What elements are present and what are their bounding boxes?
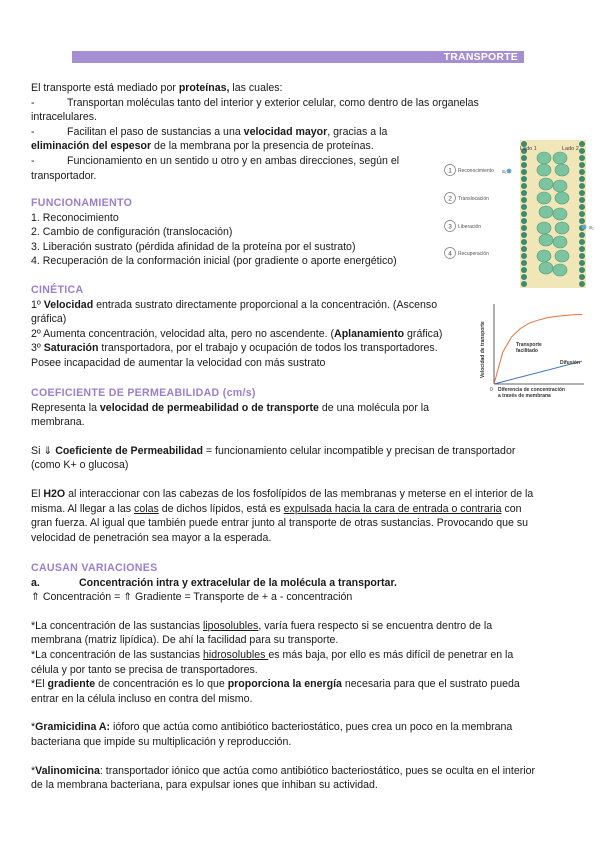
lipid-head xyxy=(521,225,527,231)
step-item: 4. Recuperación de la conformación inicial (por gradiente o aporte energético) xyxy=(31,255,397,268)
substrate-s2-label: S₂ xyxy=(589,225,594,230)
lipid-head xyxy=(579,204,585,210)
lipid-head xyxy=(521,169,527,175)
protein-subunit xyxy=(553,208,567,220)
lipid-head xyxy=(521,155,527,161)
lipid-head xyxy=(521,204,527,210)
lipid-head xyxy=(579,218,585,224)
lipid-head xyxy=(579,162,585,168)
protein-subunit xyxy=(537,152,551,164)
section-title: CINÉTICA xyxy=(31,284,84,296)
legend-difusion: Difusión xyxy=(560,360,580,366)
membrane-transport-figure xyxy=(440,140,600,290)
intro-item: - Transportan moléculas tanto del interior y exterior celular, como dentro de las organelas xyxy=(31,96,479,109)
step-marker xyxy=(445,193,490,204)
lipid-head xyxy=(521,183,527,189)
protein-subunit xyxy=(555,192,569,204)
lipid-head xyxy=(521,176,527,182)
lipid-head xyxy=(521,274,527,280)
formula-line: ⇑ Concentración = ⇑ Gradiente = Transporte de + a - concentración xyxy=(31,591,353,604)
kinetics-chart xyxy=(476,298,586,406)
paragraph-line: Si ⇓ Coeficiente de Permeabilidad = funcionamiento celular incompatible y precisan de transportador xyxy=(31,444,516,457)
substrate-s1-label: S₁ xyxy=(502,169,507,174)
causan-section xyxy=(31,561,571,793)
protein-subunit xyxy=(553,264,567,276)
cinetica-line: 2º Aumenta concentración, velocidad alta, pero no ascendente. (Aplanamiento gráfica) xyxy=(31,327,443,340)
note-line: *La concentración de las sustancias hidrosolubles es más baja, por ello es más difícil de penetrar en la xyxy=(31,648,514,661)
step-item: 3. Liberación sustrato (pérdida afinidad de la proteína por el sustrato) xyxy=(31,240,356,253)
protein-subunit xyxy=(537,222,551,234)
protein-subunit xyxy=(537,250,551,262)
series-line-facilitado xyxy=(494,315,582,385)
svg-text:2: 2 xyxy=(448,195,452,203)
protein-subunit xyxy=(537,164,551,176)
note-line: *El gradiente de concentración es lo que proporciona la energía necesaria para que el sustrato pueda xyxy=(31,678,520,691)
protein-subunit xyxy=(555,164,569,176)
lipid-head xyxy=(579,239,585,245)
lipid-head xyxy=(521,190,527,196)
lipid-head xyxy=(579,155,585,161)
paragraph-line: misma. Al llegar a las colas de dichos lípidos, está es expulsada hacia la cara de entrada o contraria con xyxy=(31,502,522,515)
lipid-head xyxy=(521,218,527,224)
svg-text:Recuperación: Recuperación xyxy=(458,251,489,257)
protein-subunit xyxy=(553,236,567,248)
step-marker xyxy=(445,165,495,176)
subsection-heading: a. Concentración intra y extracelular de la molécula a transportar. xyxy=(31,576,397,589)
step-marker xyxy=(445,248,490,259)
lipid-head xyxy=(521,197,527,203)
lipid-head xyxy=(521,211,527,217)
lipid-head xyxy=(579,246,585,252)
protein-subunit xyxy=(537,192,551,204)
protein-subunit xyxy=(539,234,553,246)
lipid-head xyxy=(521,253,527,259)
section-title: COEFICIENTE DE PERMEABILIDAD (cm/s) xyxy=(31,387,256,399)
origin-label: 0 xyxy=(490,387,493,393)
intro-item: - Funcionamiento en un sentido u otro y en ambas direcciones, según el xyxy=(31,154,400,167)
x-axis-label: Diferencia de concentración a través de membrana xyxy=(498,387,565,399)
lipid-head xyxy=(579,267,585,273)
lipid-head xyxy=(521,260,527,266)
intro-item-cont: eliminación del espesor de la membrana por la presencia de proteínas. xyxy=(31,140,374,153)
note-line: *Valinomicina: transportador iónico que actúa como antibiótico bacteriostático, pues se oculta en el interior xyxy=(31,764,536,777)
lipid-head xyxy=(521,267,527,273)
side2-label: Lado 2 xyxy=(562,146,579,152)
cinetica-line: Posee incapacidad de aumentar la velocidad con más sustrato xyxy=(31,356,326,369)
note-line: de la membrana bacteriana, para expulsar iones que inhiban su actividad. xyxy=(31,779,378,792)
header-bar xyxy=(72,51,524,63)
lipid-head xyxy=(579,253,585,259)
protein-subunit xyxy=(539,206,553,218)
lipid-head xyxy=(579,232,585,238)
lipid-head xyxy=(579,141,585,147)
intro-line: El transporte está mediado por proteínas, las cuales: xyxy=(31,82,283,94)
paragraph-line: (como K+ o glucosa) xyxy=(31,459,129,472)
note-line: membrana (matriz lipídica). De ahí la facilidad para su transporte. xyxy=(31,634,339,647)
protein-subunit xyxy=(555,222,569,234)
note-line: entrar en la célula incluso en contra del mismo. xyxy=(31,692,253,705)
protein-subunit xyxy=(553,152,567,164)
note-line: *Gramicidina A: ióforo que actúa como antibiótico bacteriostático, pues crea un poco en la membrana xyxy=(31,721,513,734)
step-item: 2. Cambio de configuración (translocación) xyxy=(31,226,233,239)
lipid-head xyxy=(579,260,585,266)
legend-facilitado: Transporte facilitado xyxy=(516,342,542,354)
substrate-s2 xyxy=(582,225,587,230)
step-marker xyxy=(445,221,482,232)
protein-subunit xyxy=(539,178,553,190)
lipid-head xyxy=(521,232,527,238)
cinetica-line: 1º Velocidad entrada sustrato directamente proporcional a la concentración. (Ascenso xyxy=(31,298,438,311)
svg-text:Reconocimiento: Reconocimiento xyxy=(458,168,494,174)
paragraph-line: El H2O al interaccionar con las cabezas de los fosfolípidos de las membranas y meterse en el interior de la xyxy=(31,487,534,500)
y-axis-label: Velocidad de transporte xyxy=(480,321,486,378)
note-line: bacteriana que impide su multiplicación y reproducción. xyxy=(31,735,292,748)
lipid-head xyxy=(579,190,585,196)
lipid-head xyxy=(579,169,585,175)
intro-item-cont: transportador. xyxy=(31,169,97,182)
note-line: *La concentración de las sustancias liposolubles, varía fuera respecto si se encuentra dentro de la xyxy=(31,619,493,632)
lipid-head xyxy=(579,183,585,189)
protein-subunit xyxy=(539,262,553,274)
page-title: TRANSPORTE xyxy=(443,51,518,63)
lipid-head xyxy=(521,246,527,252)
intro-item: - Facilitan el paso de sustancias a una velocidad mayor, gracias a la xyxy=(31,125,388,138)
lipid-head xyxy=(579,211,585,217)
paragraph-line: membrana. xyxy=(31,416,85,429)
lipid-head xyxy=(521,239,527,245)
paragraph-line: velocidad de penetración sea mayor a la esperada. xyxy=(31,531,272,544)
lipid-head xyxy=(579,281,585,287)
lipid-head xyxy=(521,162,527,168)
step-item: 1. Reconocimiento xyxy=(31,211,119,224)
cinetica-line: gráfica) xyxy=(31,313,67,326)
lipid-head xyxy=(579,148,585,154)
lipid-head xyxy=(579,176,585,182)
coeficiente-section xyxy=(31,386,571,545)
note-line: célula y por tanto se precisa de transportadores. xyxy=(31,663,258,676)
lipid-head xyxy=(521,281,527,287)
svg-text:Translocación: Translocación xyxy=(458,196,489,202)
svg-text:4: 4 xyxy=(448,250,452,258)
svg-text:Liberación: Liberación xyxy=(458,224,482,230)
cinetica-line: 3º Saturación transportadora, por el trabajo y ocupación de todos los transportadores. xyxy=(31,342,438,355)
kinetics-chart-svg xyxy=(476,298,586,406)
section-title: FUNCIONAMIENTO xyxy=(31,197,133,209)
substrate-s1 xyxy=(507,169,512,174)
svg-text:3: 3 xyxy=(448,223,452,231)
membrane-diagram xyxy=(440,140,600,290)
paragraph-line: gran fuerza. Al igual que también puede entrar junto al transporte de otras sustancias. Provocando que su xyxy=(31,517,529,530)
section-title: CAUSAN VARIACIONES xyxy=(31,562,158,574)
protein-subunit xyxy=(553,180,567,192)
lipid-head xyxy=(579,274,585,280)
protein-subunit xyxy=(555,250,569,262)
side1-label: Lado 1 xyxy=(520,146,537,152)
intro-item-cont: intracelulares. xyxy=(31,111,97,124)
svg-text:1: 1 xyxy=(448,167,452,175)
paragraph-line: Representa la velocidad de permeabilidad o de transporte de una molécula por la xyxy=(31,401,430,414)
lipid-head xyxy=(579,197,585,203)
